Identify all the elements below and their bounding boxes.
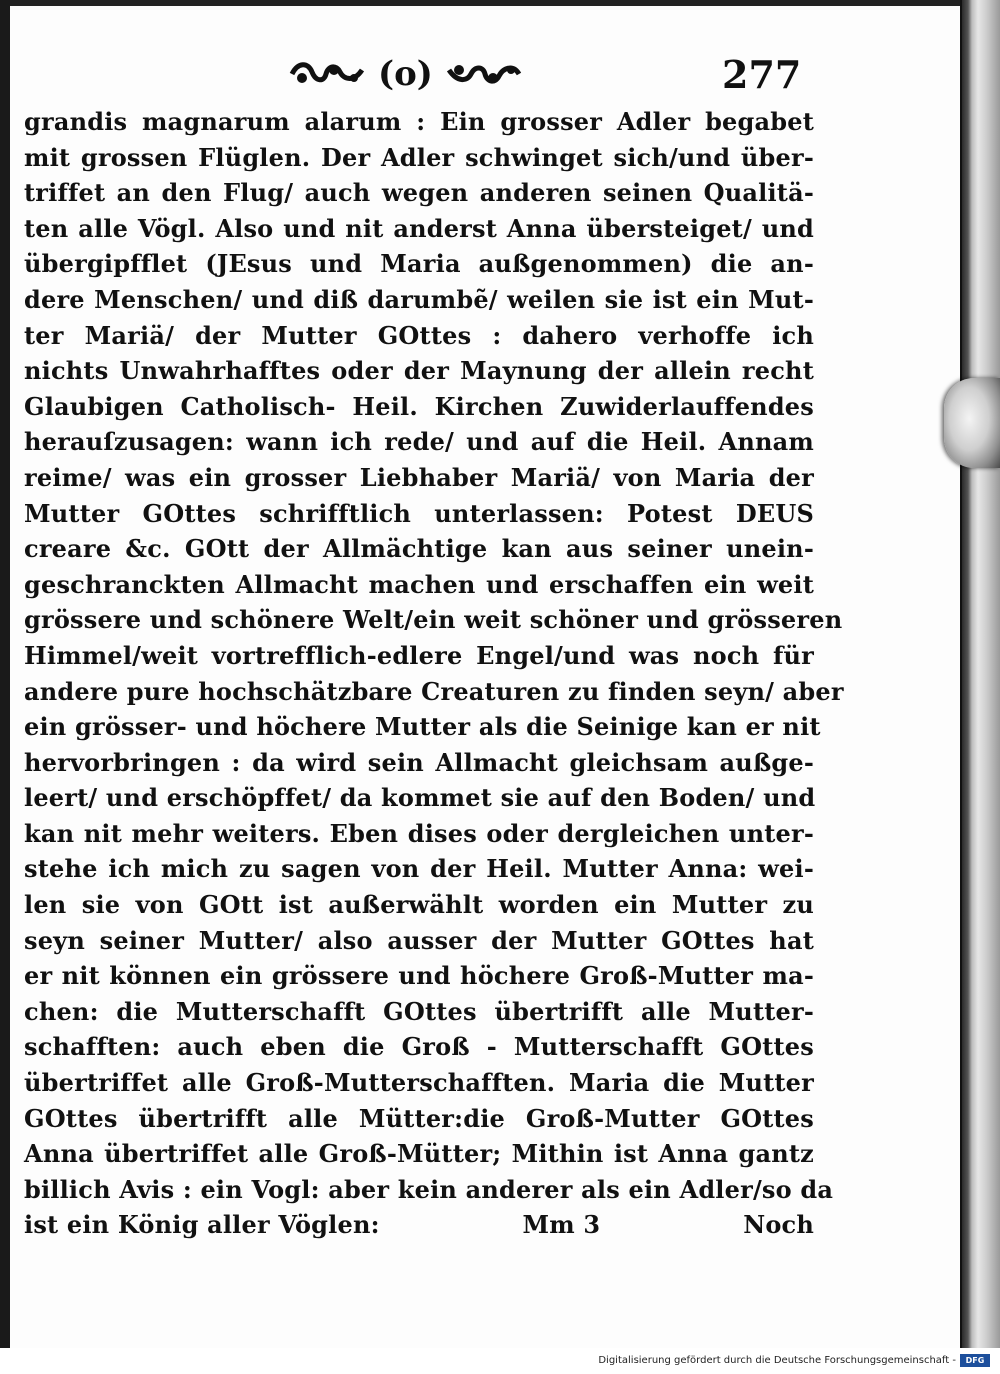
last-text-line	[24, 1207, 814, 1243]
running-head-mark: (o)	[378, 54, 433, 94]
text-line: andere pure hochschätzbare Creaturen zu finden seyn/ aber	[24, 676, 844, 706]
signature-mark: Mm 3	[522, 1210, 601, 1240]
book-clasp	[944, 378, 1000, 468]
text-line: grandis magnarum alarum : Ein grosser Adler begabet	[24, 107, 814, 136]
text-line: ein grösser- und höchere Mutter als die Seinige kan er nit	[24, 712, 821, 742]
funding-credit: Digitalisierung gefördert durch die Deutsche Forschungsgemeinschaft -	[598, 1355, 956, 1366]
book-page	[10, 6, 960, 1348]
body-text	[24, 104, 844, 1243]
book-cover-edge	[962, 0, 1000, 1348]
text-line: herauſzusagen: wann ich rede/ und auf die Heil. Annam	[24, 427, 814, 457]
text-line: übergipfflet (JEsus und Maria außgenommen) die an-	[24, 249, 814, 279]
scanner-edge-left	[0, 0, 10, 1348]
text-line: hervorbringen : da wird sein Allmacht gleichsam außge-	[24, 747, 814, 777]
text-line: leert/ und erschöpffet/ da kommet sie auf den Boden/ und	[24, 783, 816, 813]
dfg-logo-icon: DFG	[960, 1354, 990, 1367]
text-line: er nit können ein grössere und höchere Groß-Mutter ma-	[24, 961, 814, 991]
text-line: Glaubigen Catholisch- Heil. Kirchen Zuwiderlauffendes	[24, 391, 814, 421]
text-line: GOttes übertrifft alle Mütter:die Groß-Mutter GOttes	[24, 1103, 814, 1133]
page-number: 277	[722, 52, 802, 97]
text-line: geschranckten Allmacht machen und erschaffen ein weit	[24, 569, 814, 599]
ornament-left-icon	[288, 58, 368, 90]
text-line: Himmel/weit vortrefflich-edlere Engel/und was noch für	[24, 640, 814, 670]
text-line: nichts Unwahrhafftes oder der Maynung der allein recht	[24, 356, 814, 386]
text-line: seyn seiner Mutter/ also ausser der Mutter GOttes hat	[24, 925, 814, 955]
last-line-text: ist ein König aller Vöglen:	[24, 1210, 380, 1240]
text-line: stehe ich mich zu sagen von der Heil. Mutter Anna: wei-	[24, 854, 814, 884]
running-head	[288, 54, 523, 94]
text-line: creare &c. GOtt der Allmächtige kan aus seiner unein-	[24, 534, 814, 564]
text-line: dere Menschen/ und diß darumbẽ/ weilen sie ist ein Mut-	[24, 284, 814, 314]
text-line: reime/ was ein grosser Liebhaber Mariä/ von Maria der	[24, 462, 814, 492]
text-line: grössere und schönere Welt/ein weit schöner und grösseren	[24, 605, 843, 635]
text-line: chen: die Mutterschafft GOttes übertrifft alle Mutter-	[24, 996, 814, 1026]
ornament-right-icon	[443, 58, 523, 90]
text-line: billich Avis : ein Vogl: aber kein anderer als ein Adler/so da	[24, 1174, 834, 1204]
text-line: übertriffet alle Groß-Mutterschafften. Maria die Mutter	[24, 1068, 814, 1098]
catchword: Noch	[743, 1210, 814, 1240]
text-line: mit grossen Flüglen. Der Adler schwinget sich/und über-	[24, 142, 814, 172]
text-line: ter Mariä/ der Mutter GOttes : dahero verhoffe ich	[24, 320, 814, 350]
text-line: kan nit mehr weiters. Eben dises oder dergleichen unter-	[24, 818, 814, 848]
text-line: triffet an den Flug/ auch wegen anderen seinen Qualitä-	[24, 178, 814, 208]
footer-bar	[0, 1348, 1000, 1374]
text-line: len sie von GOtt ist außerwählt worden ein Mutter zu	[24, 890, 814, 920]
text-line: ten alle Vögl. Also und nit anderst Anna übersteiget/ und	[24, 213, 814, 243]
text-line: Anna übertriffet alle Groß-Mütter; Mithin ist Anna gantz	[24, 1139, 814, 1169]
text-line: schafften: auch eben die Groß - Mutterschafft GOttes	[24, 1032, 814, 1062]
text-line: Mutter GOttes schrifftlich unterlassen: Potest DEUS	[24, 498, 814, 528]
